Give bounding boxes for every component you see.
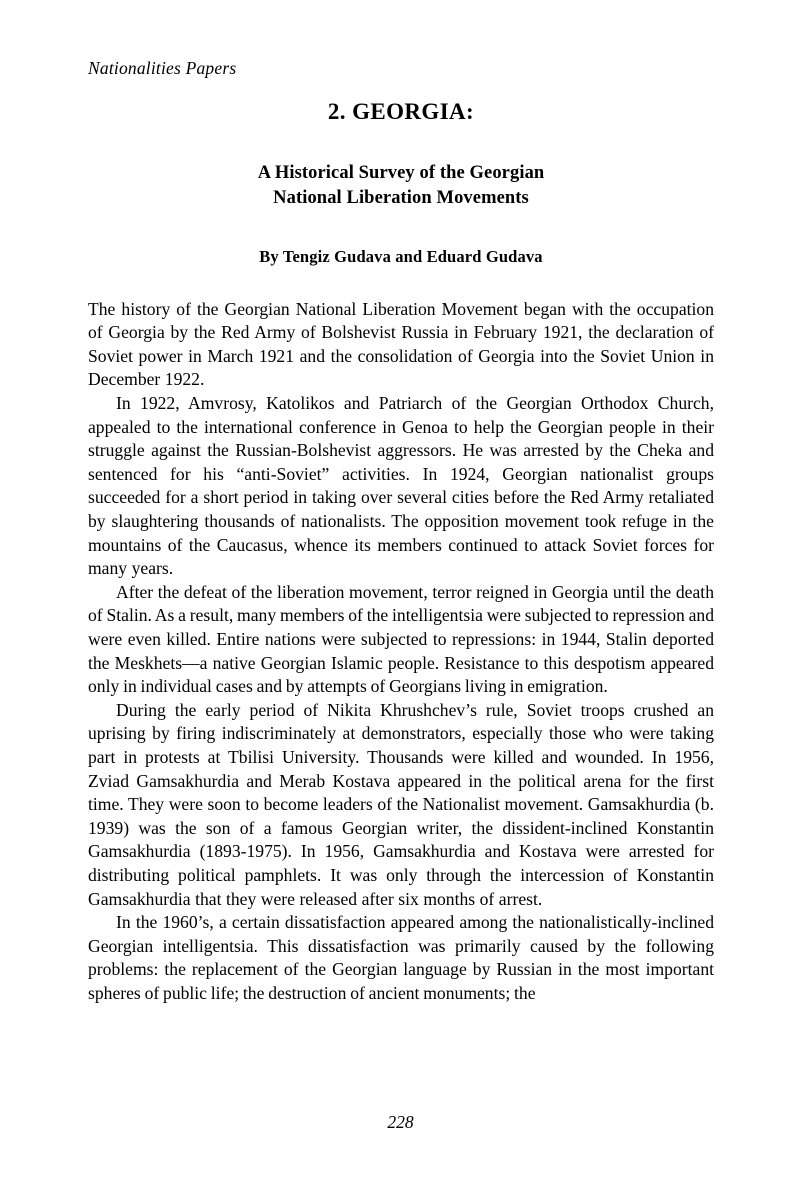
page-number: 228 — [387, 1112, 414, 1132]
article-paragraphs — [88, 298, 714, 1006]
article-body — [88, 98, 714, 1006]
paragraph-4: During the early period of Nikita Khrushchev’s rule, Soviet troops crushed an uprising by firing indiscriminately at demonstrators, especially those who were taking part in protests at Tbilisi University. Thousands were killed and wounded. In 1956, Zviad Gamsakhurdia and Merab Kostava appeared in the political arena for the first time. They were soon to become leaders of the Nationalist movement. Gamsakhurdia (b. 1939) was the son of a famous Georgian writer, the dissident-inclined Konstantin Gamsakhurdia (1893-1975). In 1956, Gamsakhurdia and Kostava were arrested for distributing political pamphlets. It was only through the intercession of Konstantin Gamsakhurdia that they were released after six months of arrest. — [88, 699, 714, 909]
article-byline: By Tengiz Gudava and Eduard Gudava — [259, 246, 543, 266]
paragraph-1: The history of the Georgian National Liberation Movement began with the occupation of Georgia by the Red Army of Bolshevist Russia in February 1921, the declaration of Soviet power in March 1921 and the consolidation of Georgia into the Soviet Union in December 1922. — [88, 298, 714, 390]
article-subtitle-line-1: A Historical Survey of the Georgian — [257, 162, 545, 183]
paragraph-3: After the defeat of the liberation movement, terror reigned in Georgia until the death of Stalin. As a result, many members of the intelligentsia were subjected to repression and were even killed. Entire nations were subjected to repressions: in 1944, Stalin deported the Meskhets—a native Georgian Islamic people. Resistance to this despotism appeared only in individual cases and by attempts of Georgians living in emigration. — [88, 581, 714, 697]
paragraph-5: In the 1960’s, a certain dissatisfaction appeared among the nationalistically-inclined Georgian intelligentsia. This dissatisfaction was primarily caused by the following problems: the replacement of the Georgian language by Russian in the most important spheres of public life; the destruction of ancient monuments; the — [88, 912, 714, 1003]
article-subtitle-line-2: National Liberation Movements — [273, 187, 529, 208]
article-title: 2. GEORGIA: — [327, 99, 475, 124]
paragraph-2: In 1922, Amvrosy, Katolikos and Patriarch of the Georgian Orthodox Church, appealed to the international conference in Genoa to help the Georgian people in their struggle against the Russian-Bolshevist aggressors. He was arrested by the Cheka and sentenced for his “anti-Soviet” activities. In 1924, Georgian nationalist groups succeeded for a short period in taking over several cities before the Red Army retaliated by slaughtering thousands of nationalists. The opposition movement took refuge in the mountains of the Caucasus, whence its members continued to attack Soviet forces for many years. — [88, 393, 714, 579]
running-head: Nationalities Papers — [88, 58, 237, 78]
article-subtitle — [88, 161, 714, 211]
